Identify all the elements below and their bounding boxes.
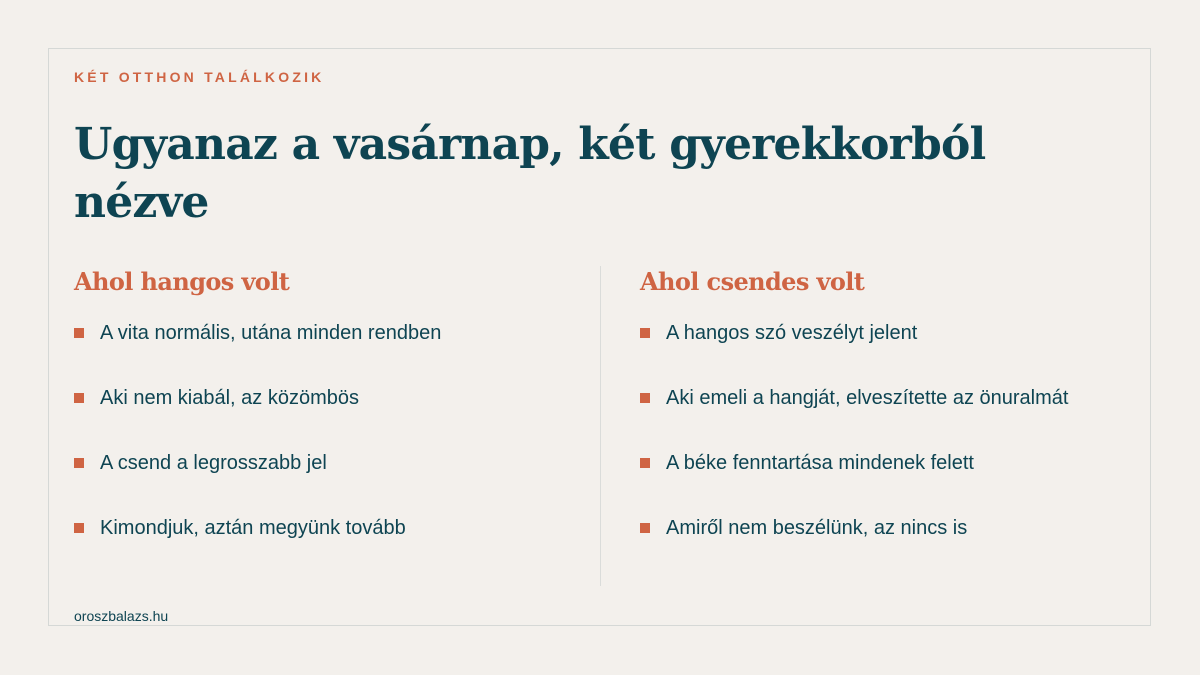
square-bullet-icon	[640, 458, 650, 468]
square-bullet-icon	[74, 328, 84, 338]
slide-title: Ugyanaz a vasárnap, két gyerekkorból nézve	[74, 119, 986, 228]
list-item-text: Aki emeli a hangját, elveszítette az önuralmát	[666, 387, 1069, 409]
eyebrow-label: KÉT OTTHON TALÁLKOZIK	[74, 69, 325, 85]
square-bullet-icon	[640, 328, 650, 338]
square-bullet-icon	[74, 523, 84, 533]
list-item-text: A csend a legrosszabb jel	[100, 452, 327, 474]
square-bullet-icon	[74, 458, 84, 468]
list-item-text: Amiről nem beszélünk, az nincs is	[666, 517, 968, 539]
list-item-text: Aki nem kiabál, az közömbös	[100, 387, 360, 409]
square-bullet-icon	[74, 393, 84, 403]
square-bullet-icon	[640, 523, 650, 533]
list-item-text: A vita normális, utána minden rendben	[100, 322, 442, 344]
square-bullet-icon	[640, 393, 650, 403]
column-heading-quiet: Ahol csendes volt	[640, 267, 865, 296]
footer-url[interactable]: oroszbalazs.hu	[74, 608, 169, 624]
list-item-text: A hangos szó veszélyt jelent	[666, 322, 918, 344]
column-quiet	[640, 266, 1140, 539]
column-divider	[600, 266, 601, 586]
list-item-text: Kimondjuk, aztán megyünk tovább	[100, 517, 406, 539]
column-loud	[74, 266, 574, 539]
column-heading-loud: Ahol hangos volt	[74, 267, 290, 296]
list-item-text: A béke fenntartása mindenek felett	[666, 452, 974, 474]
